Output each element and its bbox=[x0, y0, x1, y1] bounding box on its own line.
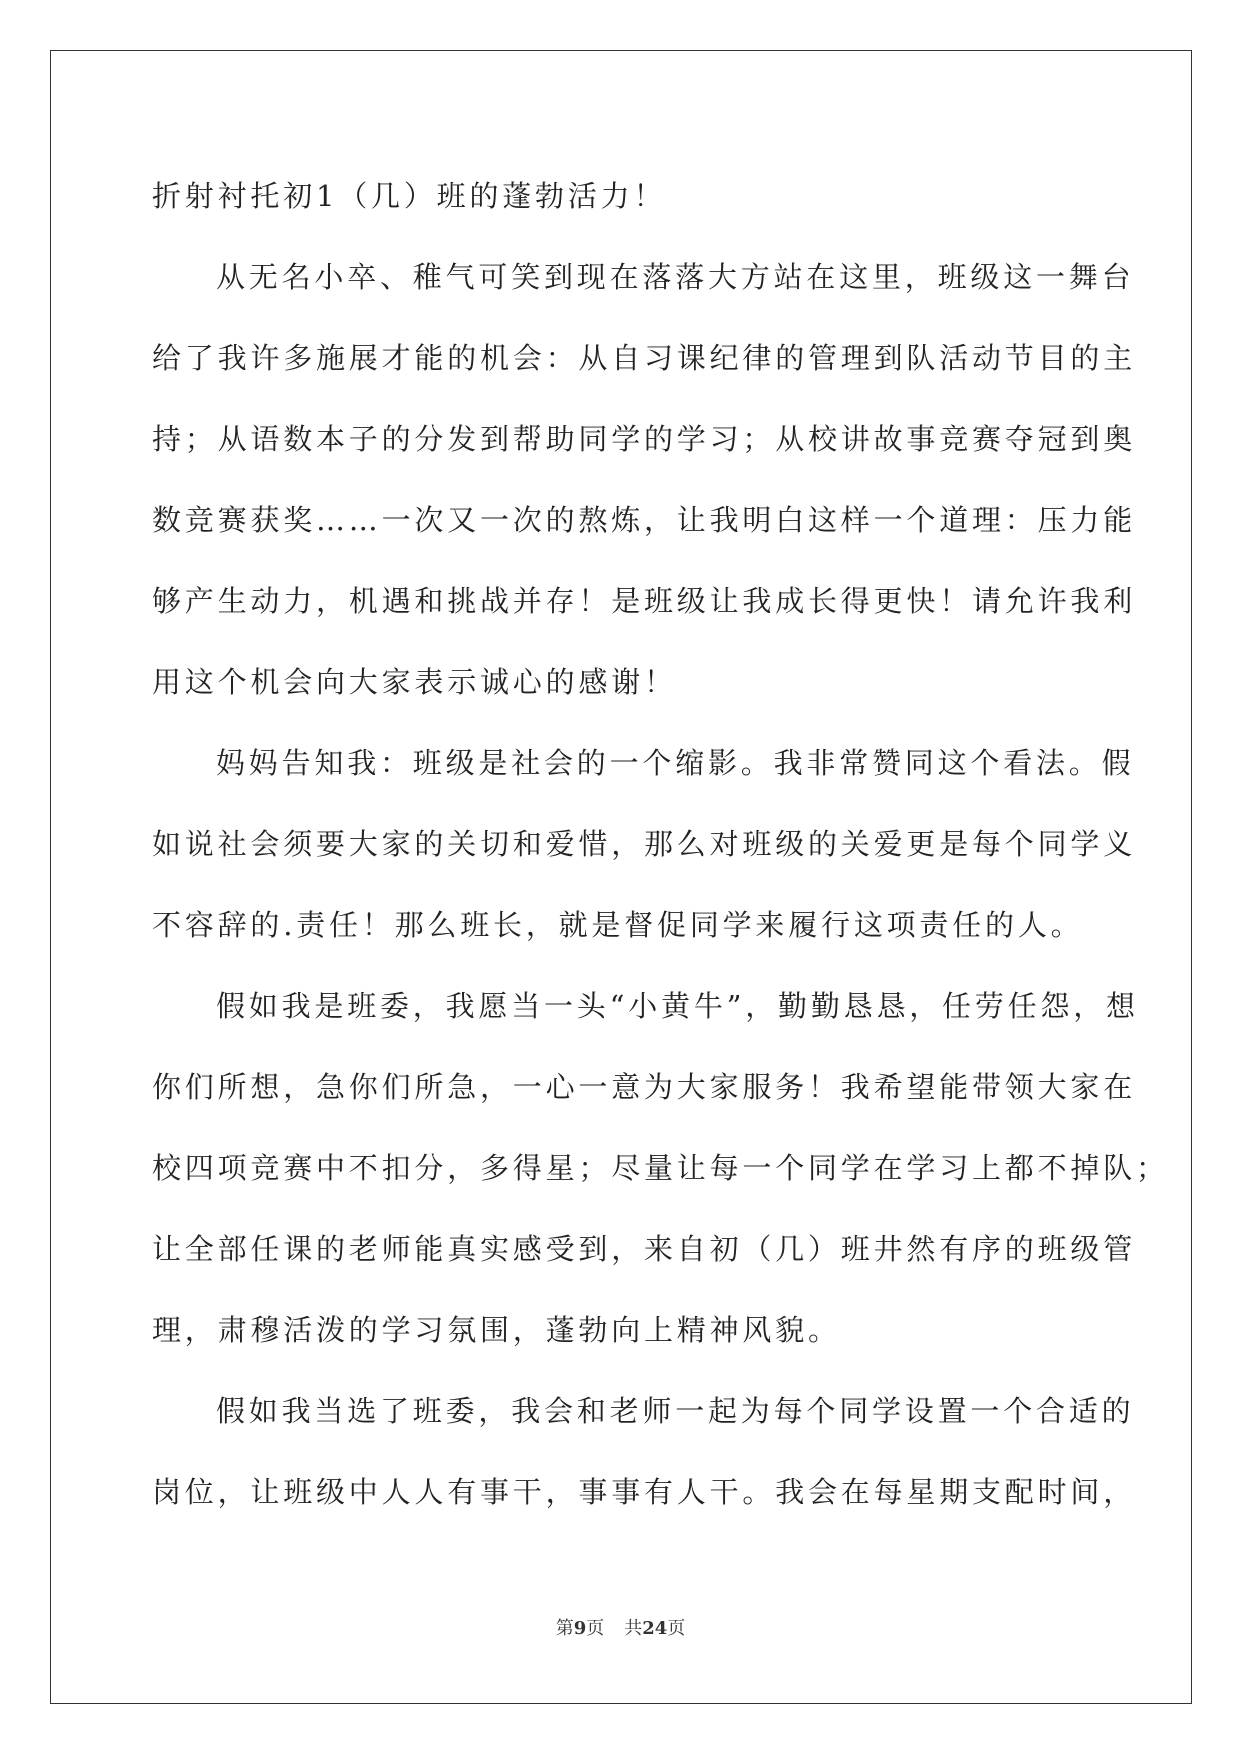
page-number: 9 bbox=[573, 1618, 587, 1639]
text-line: 岗位，让班级中人人有事干，事事有人干。我会在每星期支配时间， bbox=[152, 1475, 1137, 1509]
text-line: 从无名小卒、稚气可笑到现在落落大方站在这里，班级这一舞台 bbox=[216, 260, 1135, 294]
text-line: 假如我是班委，我愿当一头“小黄牛”，勤勤恳恳，任劳任怨，想 bbox=[216, 989, 1139, 1023]
text-line: 妈妈告知我：班级是社会的一个缩影。我非常赞同这个看法。假 bbox=[216, 746, 1135, 780]
page-footer bbox=[0, 1614, 1241, 1640]
text-line: 让全部任课的老师能真实感受到，来自初（几）班井然有序的班级管 bbox=[152, 1232, 1137, 1266]
text-line: 假如我当选了班委，我会和老师一起为每个同学设置一个合适的 bbox=[216, 1394, 1135, 1428]
text-line: 给了我许多施展才能的机会：从自习课纪律的管理到队活动节目的主 bbox=[152, 341, 1137, 375]
document-body bbox=[152, 156, 1169, 1533]
text-line: 不容辞的.责任！那么班长，就是督促同学来履行这项责任的人。 bbox=[152, 908, 1084, 942]
text-line: 持；从语数本子的分发到帮助同学的学习；从校讲故事竞赛夺冠到奥 bbox=[152, 422, 1137, 456]
total-prefix: 共 bbox=[624, 1618, 643, 1639]
text-line: 你们所想，急你们所急，一心一意为大家服务！我希望能带领大家在 bbox=[152, 1070, 1137, 1104]
text-line: 折射衬托初1（几）班的蓬勃活力！ bbox=[152, 179, 667, 213]
total-suffix: 页 bbox=[667, 1618, 686, 1639]
text-line: 用这个机会向大家表示诚心的感谢！ bbox=[152, 665, 677, 699]
page-suffix: 页 bbox=[586, 1618, 605, 1639]
total-pages: 24 bbox=[642, 1618, 668, 1639]
text-line: 如说社会须要大家的关切和爱惜，那么对班级的关爱更是每个同学义 bbox=[152, 827, 1137, 861]
text-line: 够产生动力，机遇和挑战并存！是班级让我成长得更快！请允许我利 bbox=[152, 584, 1137, 618]
text-line: 理，肃穆活泼的学习氛围，蓬勃向上精神风貌。 bbox=[152, 1313, 841, 1347]
page-prefix: 第 bbox=[555, 1618, 574, 1639]
text-line: 校四项竞赛中不扣分，多得星；尽量让每一个同学在学习上都不掉队； bbox=[152, 1151, 1169, 1185]
text-line: 数竞赛获奖……一次又一次的熬炼，让我明白这样一个道理：压力能 bbox=[152, 503, 1137, 537]
